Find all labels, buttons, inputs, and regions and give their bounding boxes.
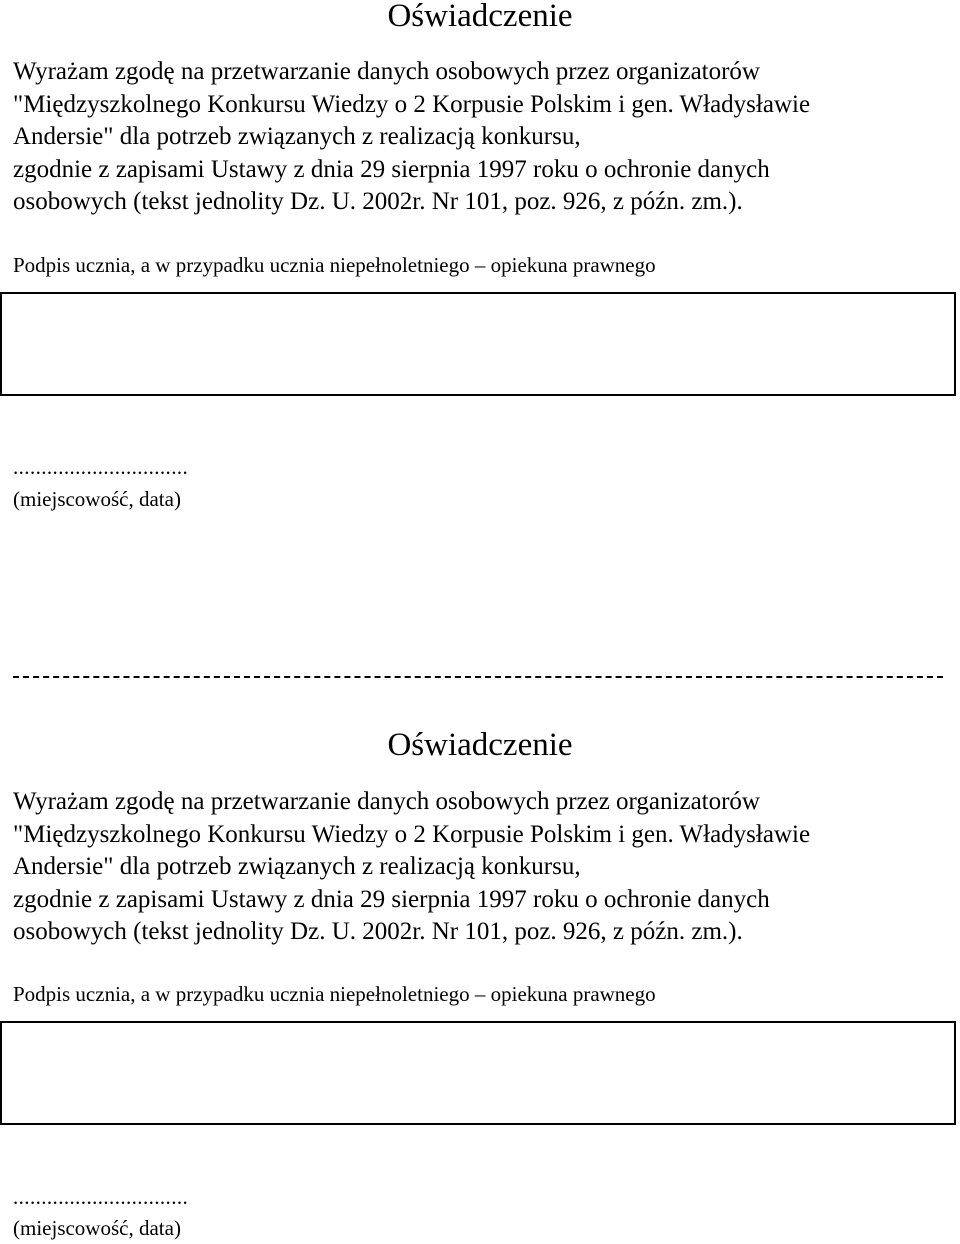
place-date-dots-1: ...............................	[13, 455, 189, 479]
consent-line: osobowych (tekst jednolity Dz. U. 2002r. Nr 101, poz. 926, z późn. zm.).	[13, 188, 743, 215]
consent-line: "Międzyszkolnego Konkursu Wiedzy o 2 Korpusie Polskim i gen. Władysławie	[13, 820, 811, 848]
signature-label-2: Podpis ucznia, a w przypadku ucznia niepełnoletniego – opiekuna prawnego	[13, 982, 656, 1006]
place-date-label-1: (miejscowość, data)	[13, 487, 181, 511]
statement-title-2: Oświadczenie	[387, 727, 573, 763]
consent-line: zgodnie z zapisami Ustawy z dnia 29 sierpnia 1997 roku o ochronie danych	[13, 155, 770, 183]
consent-line: zgodnie z zapisami Ustawy z dnia 29 sierpnia 1997 roku o ochronie danych	[13, 885, 770, 913]
consent-line: Wyrażam zgodę na przetwarzanie danych osobowych przez organizatorów	[13, 788, 760, 815]
consent-line: "Międzyszkolnego Konkursu Wiedzy o 2 Korpusie Polskim i gen. Władysławie	[13, 90, 811, 118]
consent-text-2	[13, 786, 953, 949]
consent-line: osobowych (tekst jednolity Dz. U. 2002r. Nr 101, poz. 926, z późn. zm.).	[13, 918, 743, 945]
signature-box-1[interactable]	[0, 292, 956, 396]
place-date-label-2: (miejscowość, data)	[13, 1216, 181, 1240]
place-date-dots-2: ...............................	[13, 1185, 189, 1209]
consent-line: Andersie" dla potrzeb związanych z realizacją konkursu,	[13, 123, 581, 150]
consent-line: Wyrażam zgodę na przetwarzanie danych osobowych przez organizatorów	[13, 58, 760, 85]
cut-line-separator	[13, 676, 943, 678]
signature-label-1: Podpis ucznia, a w przypadku ucznia niepełnoletniego – opiekuna prawnego	[13, 253, 656, 277]
statement-title-1: Oświadczenie	[387, 0, 573, 34]
signature-box-2[interactable]	[0, 1021, 956, 1125]
consent-line: Andersie" dla potrzeb związanych z realizacją konkursu,	[13, 853, 581, 880]
consent-text-1	[13, 56, 953, 219]
